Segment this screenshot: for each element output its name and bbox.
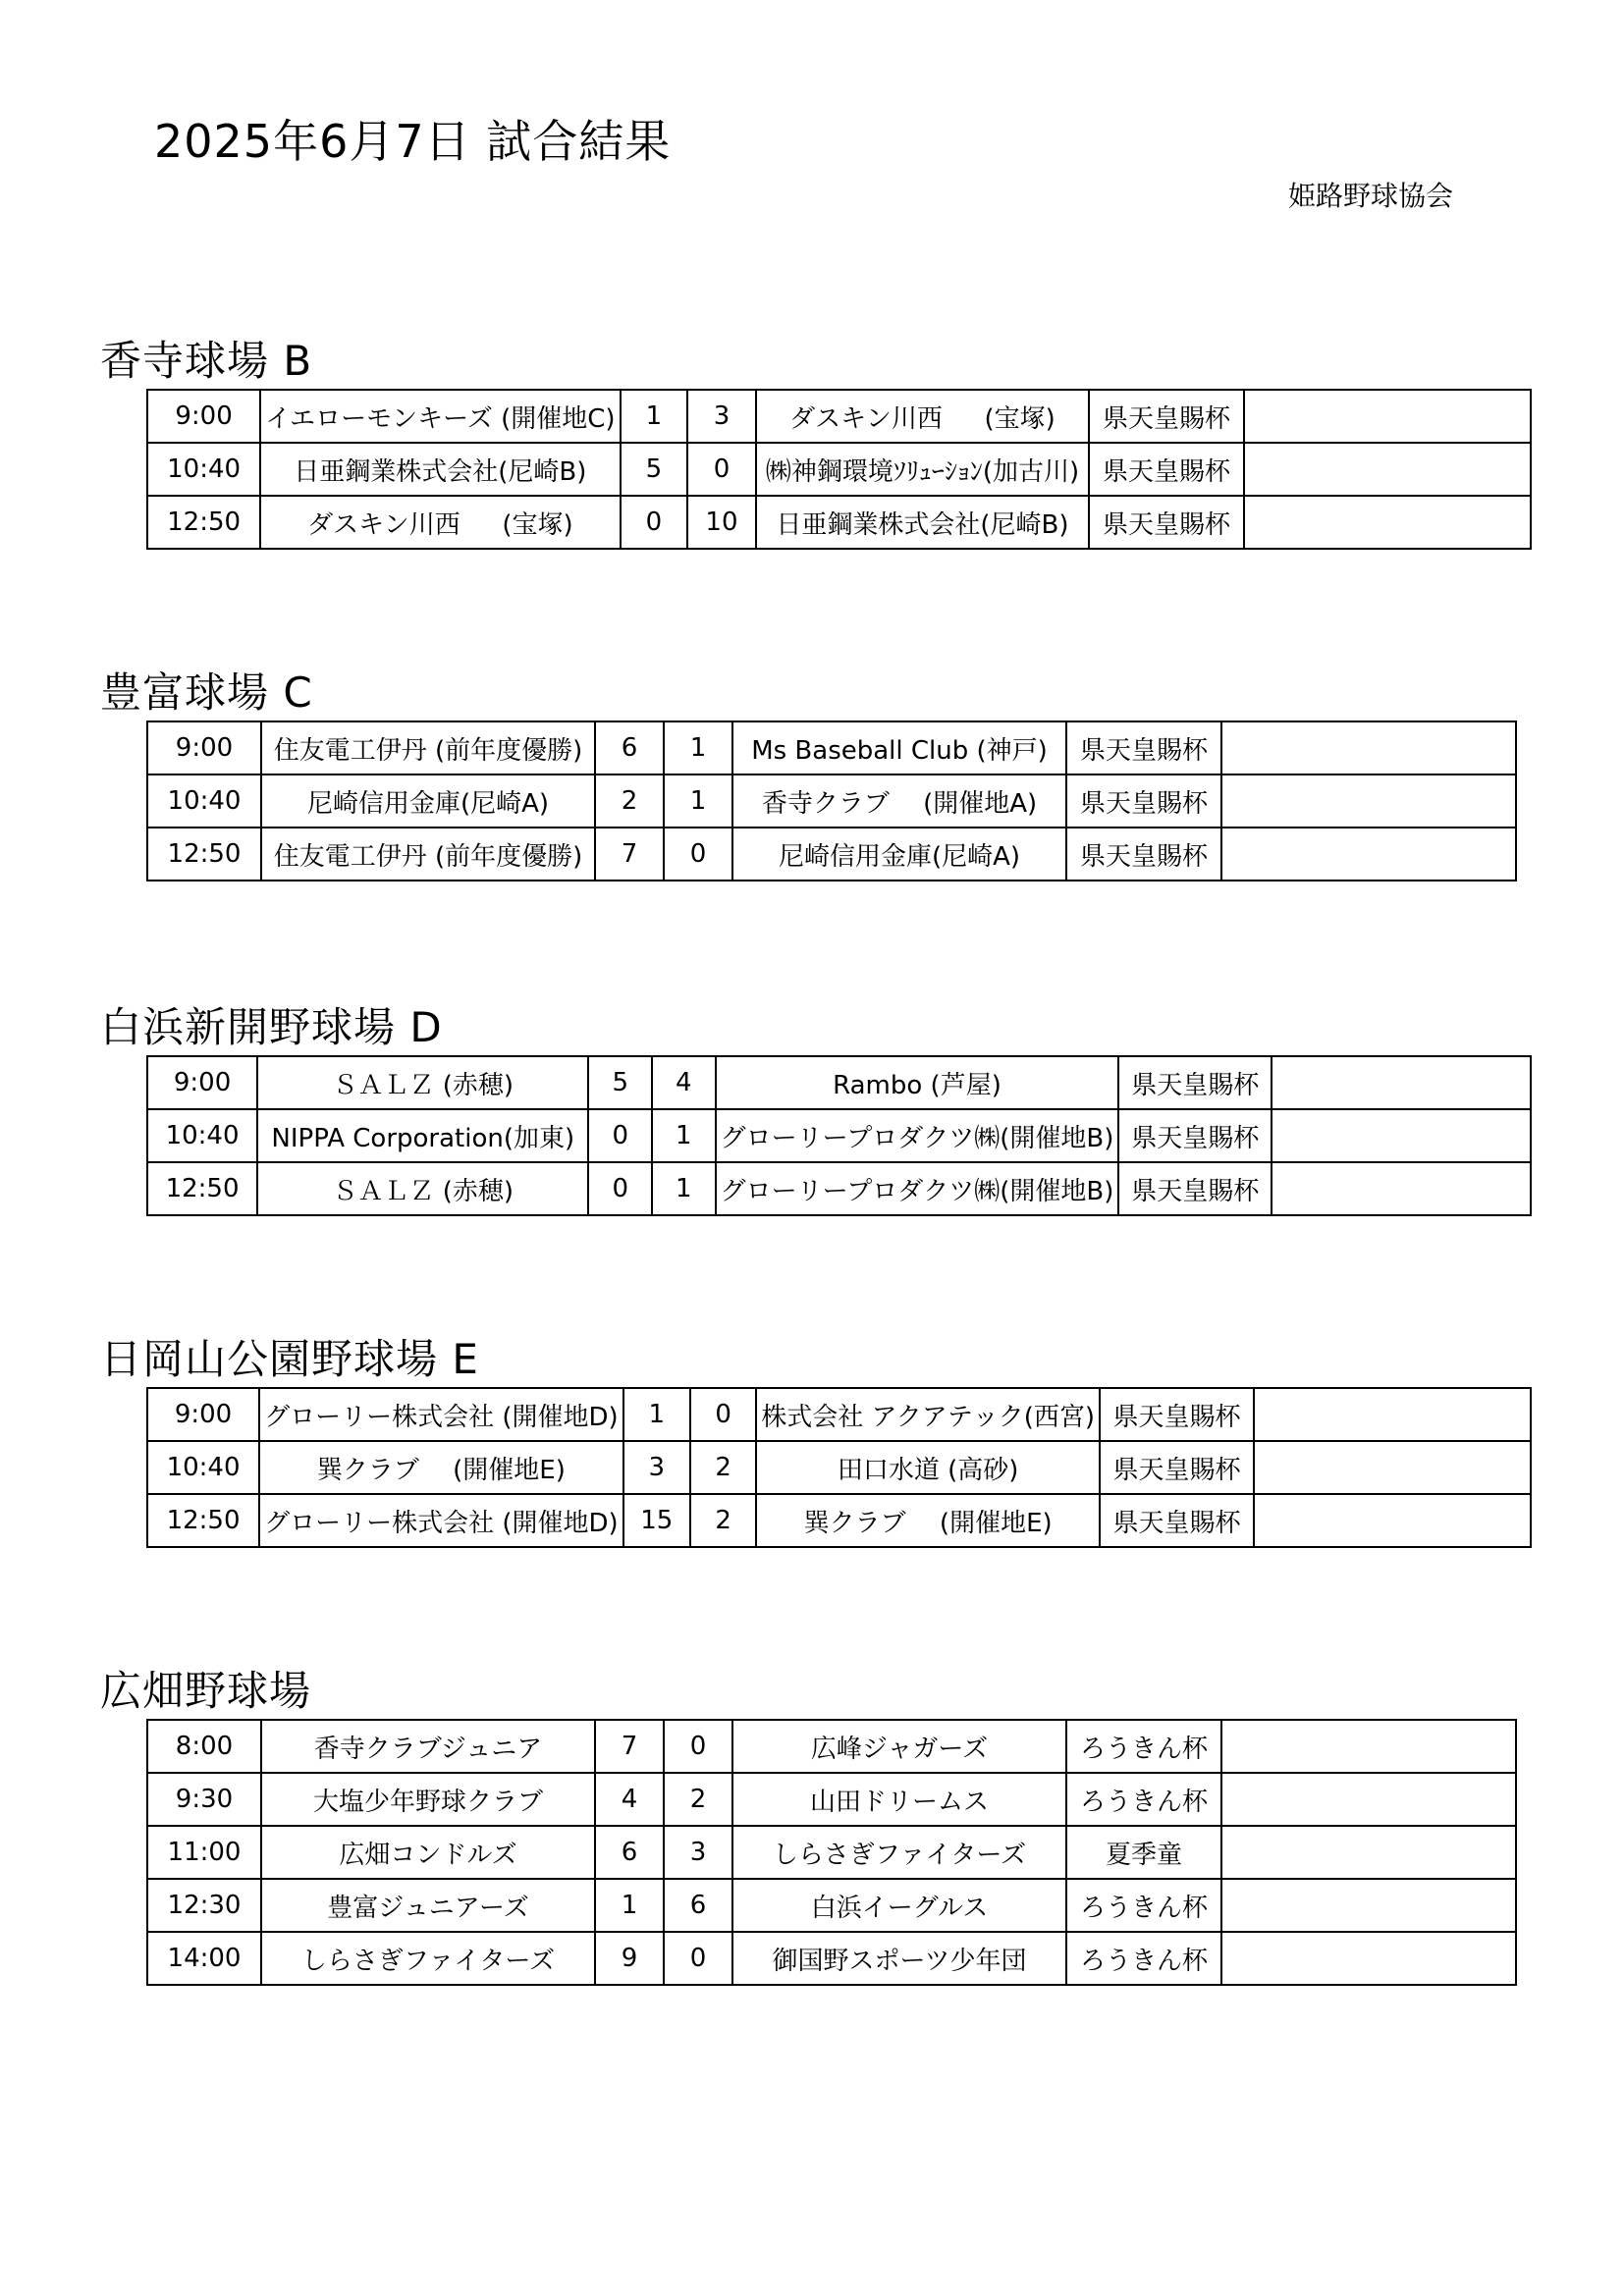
home-team: しらさぎファイターズ [261, 1932, 595, 1985]
home-team: 住友電工伊丹 (前年度優勝) [261, 721, 595, 774]
away-score: 0 [690, 1388, 756, 1441]
results-table [146, 1719, 1517, 1986]
home-score: 6 [595, 721, 664, 774]
game-time: 10:40 [147, 774, 261, 828]
results-table [146, 1387, 1532, 1548]
note-cell [1272, 1109, 1531, 1162]
results-table [146, 721, 1517, 881]
away-score: 2 [664, 1773, 732, 1826]
away-score: 1 [652, 1162, 716, 1215]
tournament-name: 県天皇賜杯 [1089, 443, 1244, 496]
home-team: 大塩少年野球クラブ [261, 1773, 595, 1826]
home-score: 1 [621, 390, 688, 443]
table-row [147, 1879, 1516, 1932]
table-row [147, 1441, 1531, 1494]
home-team: グローリー株式会社 (開催地D) [259, 1494, 623, 1547]
home-team: NIPPA Corporation(加東) [257, 1109, 588, 1162]
note-cell [1244, 496, 1531, 549]
note-cell [1221, 828, 1516, 881]
venue-section [98, 334, 1532, 550]
note-cell [1221, 1879, 1516, 1932]
away-score: 4 [652, 1056, 716, 1109]
venue-section [98, 1000, 1532, 1216]
away-score: 1 [664, 721, 732, 774]
tournament-name: 県天皇賜杯 [1118, 1056, 1272, 1109]
home-team: 広畑コンドルズ [261, 1826, 595, 1879]
away-team: 山田ドリームス [732, 1773, 1066, 1826]
note-cell [1221, 774, 1516, 828]
game-time: 10:40 [147, 1441, 259, 1494]
home-team: 尼崎信用金庫(尼崎A) [261, 774, 595, 828]
venue-section [98, 666, 1532, 881]
game-time: 12:50 [147, 828, 261, 881]
note-cell [1254, 1441, 1531, 1494]
venue-title: 香寺球場 B [100, 337, 313, 385]
away-score: 0 [664, 1720, 732, 1773]
table-row [147, 390, 1531, 443]
tournament-name: 県天皇賜杯 [1066, 721, 1221, 774]
table-row [147, 1773, 1516, 1826]
away-team: 株式会社 アクアテック(西宮) [756, 1388, 1100, 1441]
home-score: 0 [621, 496, 688, 549]
game-time: 9:00 [147, 721, 261, 774]
note-cell [1221, 1826, 1516, 1879]
home-score: 2 [595, 774, 664, 828]
home-score: 9 [595, 1932, 664, 1985]
home-score: 5 [621, 443, 688, 496]
note-cell [1254, 1494, 1531, 1547]
home-score: 1 [623, 1388, 690, 1441]
away-score: 0 [687, 443, 755, 496]
home-team: イエローモンキーズ (開催地C) [260, 390, 620, 443]
home-team: グローリー株式会社 (開催地D) [259, 1388, 623, 1441]
game-time: 10:40 [147, 1109, 257, 1162]
tournament-name: 県天皇賜杯 [1066, 828, 1221, 881]
table-row [147, 1932, 1516, 1985]
page-title: 2025年6月7日 試合結果 [154, 115, 672, 168]
home-score: 15 [623, 1494, 690, 1547]
away-team: ダスキン川西 (宝塚) [756, 390, 1090, 443]
table-row [147, 721, 1516, 774]
note-cell [1272, 1162, 1531, 1215]
table-row [147, 1494, 1531, 1547]
home-team: ＳＡＬＺ (赤穂) [257, 1162, 588, 1215]
venue-title: 豊富球場 C [100, 668, 313, 717]
results-table [146, 389, 1532, 550]
home-team: 日亜鋼業株式会社(尼崎B) [260, 443, 620, 496]
venue-title: 白浜新開野球場 D [100, 1003, 443, 1051]
note-cell [1244, 390, 1531, 443]
home-team: 豊富ジュニアーズ [261, 1879, 595, 1932]
home-score: 4 [595, 1773, 664, 1826]
table-row [147, 1056, 1531, 1109]
away-score: 6 [664, 1879, 732, 1932]
away-team: Rambo (芦屋) [716, 1056, 1119, 1109]
game-time: 10:40 [147, 443, 260, 496]
tournament-name: 県天皇賜杯 [1118, 1162, 1272, 1215]
table-row [147, 496, 1531, 549]
game-time: 14:00 [147, 1932, 261, 1985]
away-team: ㈱神鋼環境ｿﾘｭｰｼｮﾝ(加古川) [756, 443, 1090, 496]
tournament-name: ろうきん杯 [1066, 1879, 1221, 1932]
tournament-name: 県天皇賜杯 [1089, 390, 1244, 443]
game-time: 12:50 [147, 1162, 257, 1215]
game-time: 12:50 [147, 496, 260, 549]
away-team: しらさぎファイターズ [732, 1826, 1066, 1879]
table-row [147, 828, 1516, 881]
home-team: ＳＡＬＺ (赤穂) [257, 1056, 588, 1109]
table-row [147, 1109, 1531, 1162]
note-cell [1244, 443, 1531, 496]
away-team: 御国野スポーツ少年団 [732, 1932, 1066, 1985]
home-score: 6 [595, 1826, 664, 1879]
away-team: グローリープロダクツ㈱(開催地B) [716, 1109, 1119, 1162]
away-team: 巽クラブ (開催地E) [756, 1494, 1100, 1547]
table-row [147, 1720, 1516, 1773]
organizer-name: 姫路野球協会 [1288, 180, 1454, 212]
home-score: 5 [588, 1056, 652, 1109]
away-score: 2 [690, 1494, 756, 1547]
tournament-name: ろうきん杯 [1066, 1932, 1221, 1985]
note-cell [1221, 1932, 1516, 1985]
away-score: 10 [687, 496, 755, 549]
tournament-name: ろうきん杯 [1066, 1720, 1221, 1773]
venue-title: 日岡山公園野球場 E [100, 1335, 479, 1383]
away-team: Ms Baseball Club (神戸) [732, 721, 1066, 774]
home-team: 住友電工伊丹 (前年度優勝) [261, 828, 595, 881]
table-row [147, 774, 1516, 828]
table-row [147, 1162, 1531, 1215]
tournament-name: 県天皇賜杯 [1100, 1441, 1254, 1494]
game-time: 9:00 [147, 1388, 259, 1441]
note-cell [1221, 1773, 1516, 1826]
home-score: 3 [623, 1441, 690, 1494]
table-row [147, 1388, 1531, 1441]
tournament-name: 県天皇賜杯 [1066, 774, 1221, 828]
tournament-name: 夏季童 [1066, 1826, 1221, 1879]
away-team: 日亜鋼業株式会社(尼崎B) [756, 496, 1090, 549]
note-cell [1221, 1720, 1516, 1773]
away-score: 2 [690, 1441, 756, 1494]
tournament-name: 県天皇賜杯 [1100, 1388, 1254, 1441]
game-time: 12:30 [147, 1879, 261, 1932]
home-score: 7 [595, 1720, 664, 1773]
away-score: 0 [664, 1932, 732, 1985]
game-time: 9:30 [147, 1773, 261, 1826]
game-time: 12:50 [147, 1494, 259, 1547]
home-score: 0 [588, 1162, 652, 1215]
away-team: 尼崎信用金庫(尼崎A) [732, 828, 1066, 881]
home-score: 7 [595, 828, 664, 881]
away-score: 1 [664, 774, 732, 828]
away-score: 3 [664, 1826, 732, 1879]
away-score: 3 [687, 390, 755, 443]
away-team: グローリープロダクツ㈱(開催地B) [716, 1162, 1119, 1215]
venue-section [98, 1332, 1532, 1548]
tournament-name: 県天皇賜杯 [1118, 1109, 1272, 1162]
table-row [147, 443, 1531, 496]
table-row [147, 1826, 1516, 1879]
away-team: 田口水道 (高砂) [756, 1441, 1100, 1494]
note-cell [1254, 1388, 1531, 1441]
venue-title: 広畑野球場 [100, 1667, 312, 1715]
home-team: 香寺クラブジュニア [261, 1720, 595, 1773]
game-time: 8:00 [147, 1720, 261, 1773]
home-score: 0 [588, 1109, 652, 1162]
away-team: 香寺クラブ (開催地A) [732, 774, 1066, 828]
tournament-name: 県天皇賜杯 [1100, 1494, 1254, 1547]
note-cell [1221, 721, 1516, 774]
tournament-name: 県天皇賜杯 [1089, 496, 1244, 549]
game-time: 9:00 [147, 1056, 257, 1109]
home-team: ダスキン川西 (宝塚) [260, 496, 620, 549]
home-score: 1 [595, 1879, 664, 1932]
game-time: 11:00 [147, 1826, 261, 1879]
results-table [146, 1055, 1532, 1216]
away-team: 広峰ジャガーズ [732, 1720, 1066, 1773]
away-score: 0 [664, 828, 732, 881]
tournament-name: ろうきん杯 [1066, 1773, 1221, 1826]
note-cell [1272, 1056, 1531, 1109]
away-team: 白浜イーグルス [732, 1879, 1066, 1932]
venue-section [98, 1664, 1532, 1986]
home-team: 巽クラブ (開催地E) [259, 1441, 623, 1494]
away-score: 1 [652, 1109, 716, 1162]
game-time: 9:00 [147, 390, 260, 443]
